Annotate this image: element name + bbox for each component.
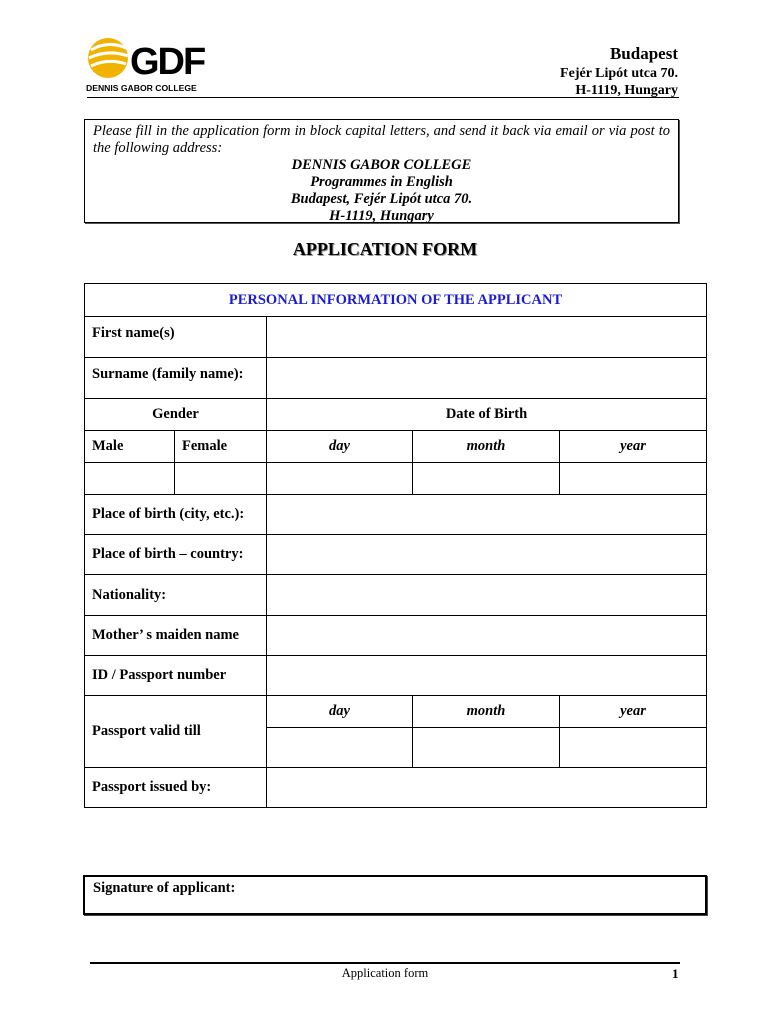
mothers-maiden-name-field[interactable]	[267, 616, 707, 656]
header-zip-country: H-1119, Hungary	[575, 83, 678, 98]
header-divider	[87, 97, 679, 98]
mothers-maiden-name-label: Mother’ s maiden name	[85, 616, 267, 656]
address-line: Budapest, Fejér Lipót utca 70.	[290, 191, 473, 207]
address-line: DENNIS GABOR COLLEGE	[291, 157, 472, 173]
valid-month-label: month	[413, 696, 560, 728]
first-name-field[interactable]	[267, 317, 707, 358]
valid-year-field[interactable]	[560, 728, 707, 768]
address-line: Programmes in English	[310, 174, 453, 190]
place-of-birth-country-field[interactable]	[267, 535, 707, 575]
mailing-address	[93, 157, 670, 225]
birth-day-field[interactable]	[267, 463, 413, 495]
footer-text: Application form	[341, 966, 429, 980]
place-of-birth-city-field[interactable]	[267, 495, 707, 535]
passport-issued-label: Passport issued by:	[85, 768, 267, 808]
form-title: APPLICATION FORM	[292, 239, 478, 259]
college-logo	[86, 36, 210, 94]
footer-divider	[90, 962, 680, 964]
nationality-label: Nationality:	[85, 575, 267, 616]
valid-month-field[interactable]	[413, 728, 560, 768]
valid-day-field[interactable]	[267, 728, 413, 768]
female-label: Female	[175, 431, 267, 463]
gender-label: Gender	[85, 399, 267, 431]
signature-box[interactable]	[83, 875, 707, 915]
male-label: Male	[85, 431, 175, 463]
passport-number-field[interactable]	[267, 656, 707, 696]
svg-text:GDF: GDF	[130, 41, 205, 83]
first-name-label: First name(s)	[85, 317, 267, 358]
birth-month-label: month	[413, 431, 560, 463]
instructions-text: Please fill in the application form in block capital letters, and send it back via email or via post to the following address:	[93, 123, 670, 156]
valid-day-label: day	[267, 696, 413, 728]
place-of-birth-city-label: Place of birth (city, etc.):	[85, 495, 267, 535]
personal-info-table	[84, 283, 707, 808]
passport-issued-field[interactable]	[267, 768, 707, 808]
header-city: Budapest	[609, 44, 678, 63]
surname-field[interactable]	[267, 358, 707, 399]
signature-label: Signature of applicant:	[93, 880, 236, 896]
svg-text:DENNIS GABOR COLLEGE: DENNIS GABOR COLLEGE	[86, 83, 197, 93]
valid-year-label: year	[560, 696, 707, 728]
female-checkbox[interactable]	[175, 463, 267, 495]
birth-month-field[interactable]	[413, 463, 560, 495]
date-of-birth-label: Date of Birth	[267, 399, 707, 431]
address-line: H-1119, Hungary	[329, 208, 434, 224]
male-checkbox[interactable]	[85, 463, 175, 495]
instructions-box	[84, 119, 679, 223]
birth-year-label: year	[560, 431, 707, 463]
nationality-field[interactable]	[267, 575, 707, 616]
header-street: Fejér Lipót utca 70.	[560, 66, 678, 81]
section-title: PERSONAL INFORMATION OF THE APPLICANT	[85, 284, 707, 317]
passport-valid-label: Passport valid till	[85, 696, 267, 768]
page-number: 1	[672, 966, 679, 981]
passport-number-label: ID / Passport number	[85, 656, 267, 696]
birth-year-field[interactable]	[560, 463, 707, 495]
surname-label: Surname (family name):	[85, 358, 267, 399]
birth-day-label: day	[267, 431, 413, 463]
place-of-birth-country-label: Place of birth – country:	[85, 535, 267, 575]
